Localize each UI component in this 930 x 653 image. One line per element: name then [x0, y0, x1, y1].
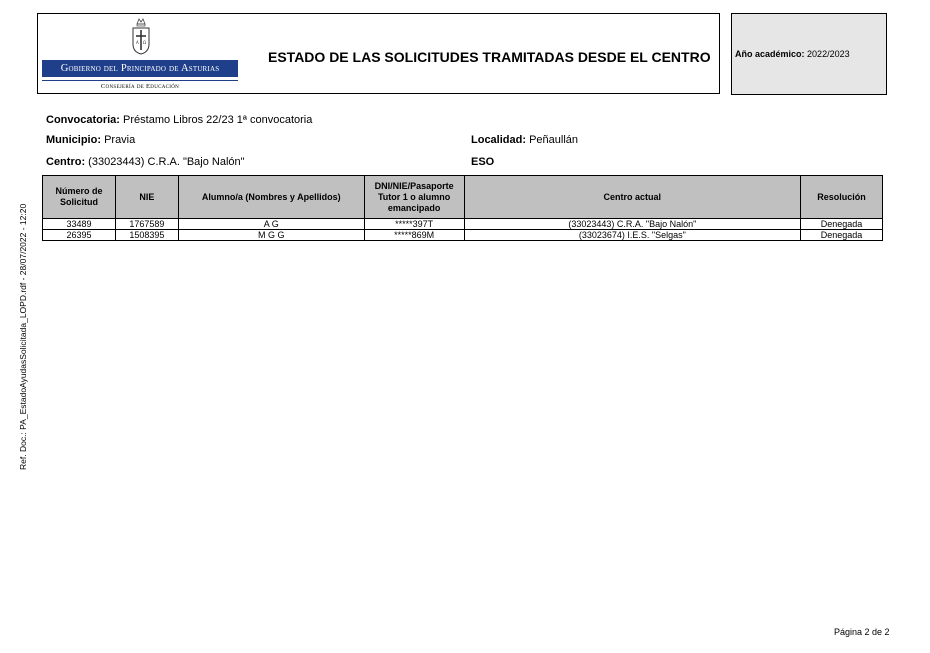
cell-dni: *****869M	[364, 230, 464, 241]
department-name: Consejería de Educación	[100, 83, 180, 90]
municipio-label: Municipio:	[46, 134, 101, 146]
cell-numero: 33489	[43, 219, 116, 230]
cell-nie: 1508395	[115, 230, 178, 241]
table-header-row	[43, 176, 883, 219]
cell-alumno: M G G	[178, 230, 364, 241]
cell-resolucion: Denegada	[801, 230, 883, 241]
centro-value: (33023443) C.R.A. "Bajo Nalón"	[88, 156, 245, 168]
cell-centro: (33023674) I.E.S. "Selgas"	[464, 230, 800, 241]
municipio-value: Pravia	[104, 134, 136, 146]
academic-year-value: 2022/2023	[807, 49, 850, 59]
government-name: Gobierno del Principado de Asturias	[42, 60, 238, 77]
asturias-crest-icon	[130, 17, 152, 55]
localidad-label: Localidad:	[471, 134, 527, 146]
document-header	[37, 13, 720, 94]
svg-text:A: A	[136, 40, 139, 45]
localidad-value: Peñaullán	[529, 134, 579, 146]
table-row	[43, 219, 883, 230]
convocatoria-value: Préstamo Libros 22/23 1ª convocatoria	[123, 114, 313, 126]
asturias-logo	[42, 17, 238, 91]
convocatoria-line	[46, 114, 312, 126]
cell-resolucion: Denegada	[801, 219, 883, 230]
column-header-resolucion: Resolución	[801, 176, 883, 219]
cell-dni: *****397T	[364, 219, 464, 230]
municipio-line	[46, 134, 135, 146]
etapa-line	[471, 156, 494, 168]
solicitudes-table	[42, 175, 883, 241]
document-title: ESTADO DE LAS SOLICITUDES TRAMITADAS DESDE EL CENTRO	[268, 49, 711, 65]
cell-nie: 1767589	[115, 219, 178, 230]
document-reference: Ref. Doc.: PA_EstadoAyudasSolicitada_LOPD.rdf - 28/07/2022 - 12:20	[18, 203, 28, 470]
column-header-centro: Centro actual	[464, 176, 800, 219]
logo-divider	[42, 80, 238, 81]
cell-alumno: A G	[178, 219, 364, 230]
cell-numero: 26395	[43, 230, 116, 241]
convocatoria-label: Convocatoria:	[46, 114, 120, 126]
academic-year	[735, 49, 850, 59]
academic-year-label: Año académico:	[735, 49, 805, 59]
etapa-value: ESO	[471, 156, 495, 168]
column-header-dni: DNI/NIE/Pasaporte Tutor 1 o alumno emancipado	[364, 176, 464, 219]
academic-year-box	[731, 13, 887, 95]
centro-label: Centro:	[46, 156, 86, 168]
table-row	[43, 230, 883, 241]
svg-text:Ω: Ω	[143, 40, 147, 45]
column-header-nie: NIE	[115, 176, 178, 219]
page-number: Página 2 de 2	[834, 627, 890, 637]
column-header-numero: Número de Solicitud	[43, 176, 116, 219]
cell-centro: (33023443) C.R.A. "Bajo Nalón"	[464, 219, 800, 230]
centro-line	[46, 156, 245, 168]
column-header-alumno: Alumno/a (Nombres y Apellidos)	[178, 176, 364, 219]
localidad-line	[471, 134, 578, 146]
